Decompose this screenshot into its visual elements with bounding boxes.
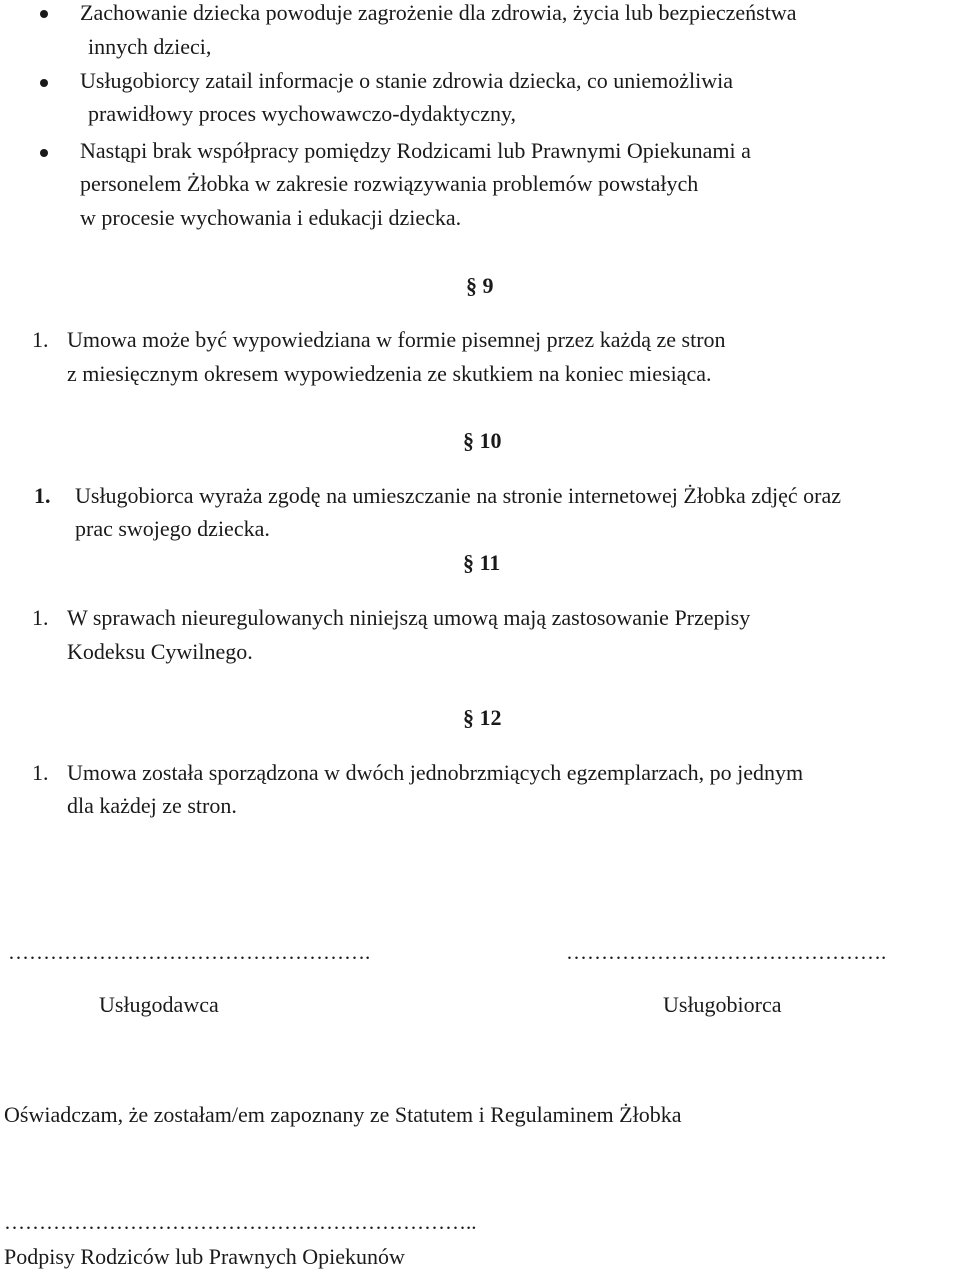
section-heading: § 12 [463, 705, 502, 730]
parent-signature-label: Podpisy Rodziców lub Prawnych Opiekunów [4, 1244, 405, 1269]
bullet-line: Usługobiorcy zatail informacje o stanie zdrowia dziecka, co uniemożliwia [80, 68, 734, 93]
paragraph-line: Umowa została sporządzona w dwóch jednobrzmiących egzemplarzach, po jednym [67, 760, 804, 785]
paragraph-number: 1. [32, 760, 49, 785]
section-heading: § 11 [463, 550, 501, 575]
paragraph-line: Kodeksu Cywilnego. [67, 639, 253, 664]
paragraph-line: prac swojego dziecka. [75, 516, 270, 541]
section-heading: § 9 [466, 273, 494, 298]
bullet-line: Zachowanie dziecka powoduje zagrożenie dla zdrowia, życia lub bezpieczeństwa [80, 0, 797, 25]
bullet-line: w procesie wychowania i edukacji dziecka. [80, 205, 462, 230]
paragraph-number: 1. [34, 483, 51, 508]
bullet-line: innych dzieci, [88, 34, 212, 59]
provider-signature-line: ……………………………………………. [8, 940, 371, 964]
bullet-dot-icon [40, 10, 48, 18]
paragraph-line: W sprawach nieuregulowanych niniejszą umową mają zastosowanie Przepisy [67, 605, 751, 630]
parent-signature-line: ………………………………………………………….. [4, 1210, 477, 1234]
bullet-dot-icon [40, 79, 48, 87]
paragraph-number: 1. [32, 605, 49, 630]
client-signature-label: Usługobiorca [663, 992, 782, 1017]
paragraph-line: Usługobiorca wyraża zgodę na umieszczanie na stronie internetowej Żłobka zdjęć oraz [75, 483, 841, 508]
bullet-line: Nastąpi brak współpracy pomiędzy Rodzicami lub Prawnymi Opiekunami a [80, 138, 751, 163]
paragraph-line: Umowa może być wypowiedziana w formie pisemnej przez każdą ze stron [67, 327, 726, 352]
statement-text: Oświadczam, że zostałam/em zapoznany ze Statutem i Regulaminem Żłobka [4, 1102, 682, 1127]
bullet-dot-icon [40, 149, 48, 157]
paragraph-line: z miesięcznym okresem wypowiedzenia ze skutkiem na koniec miesiąca. [67, 361, 712, 386]
bullet-line: personelem Żłobka w zakresie rozwiązywania problemów powstałych [80, 171, 699, 196]
paragraph-line: dla każdej ze stron. [67, 793, 237, 818]
provider-signature-label: Usługodawca [99, 992, 219, 1017]
client-signature-line: ………………………………………. [566, 940, 887, 964]
bullet-line: prawidłowy proces wychowawczo-dydaktyczny, [88, 101, 517, 126]
paragraph-number: 1. [32, 327, 49, 352]
section-heading: § 10 [463, 428, 502, 453]
